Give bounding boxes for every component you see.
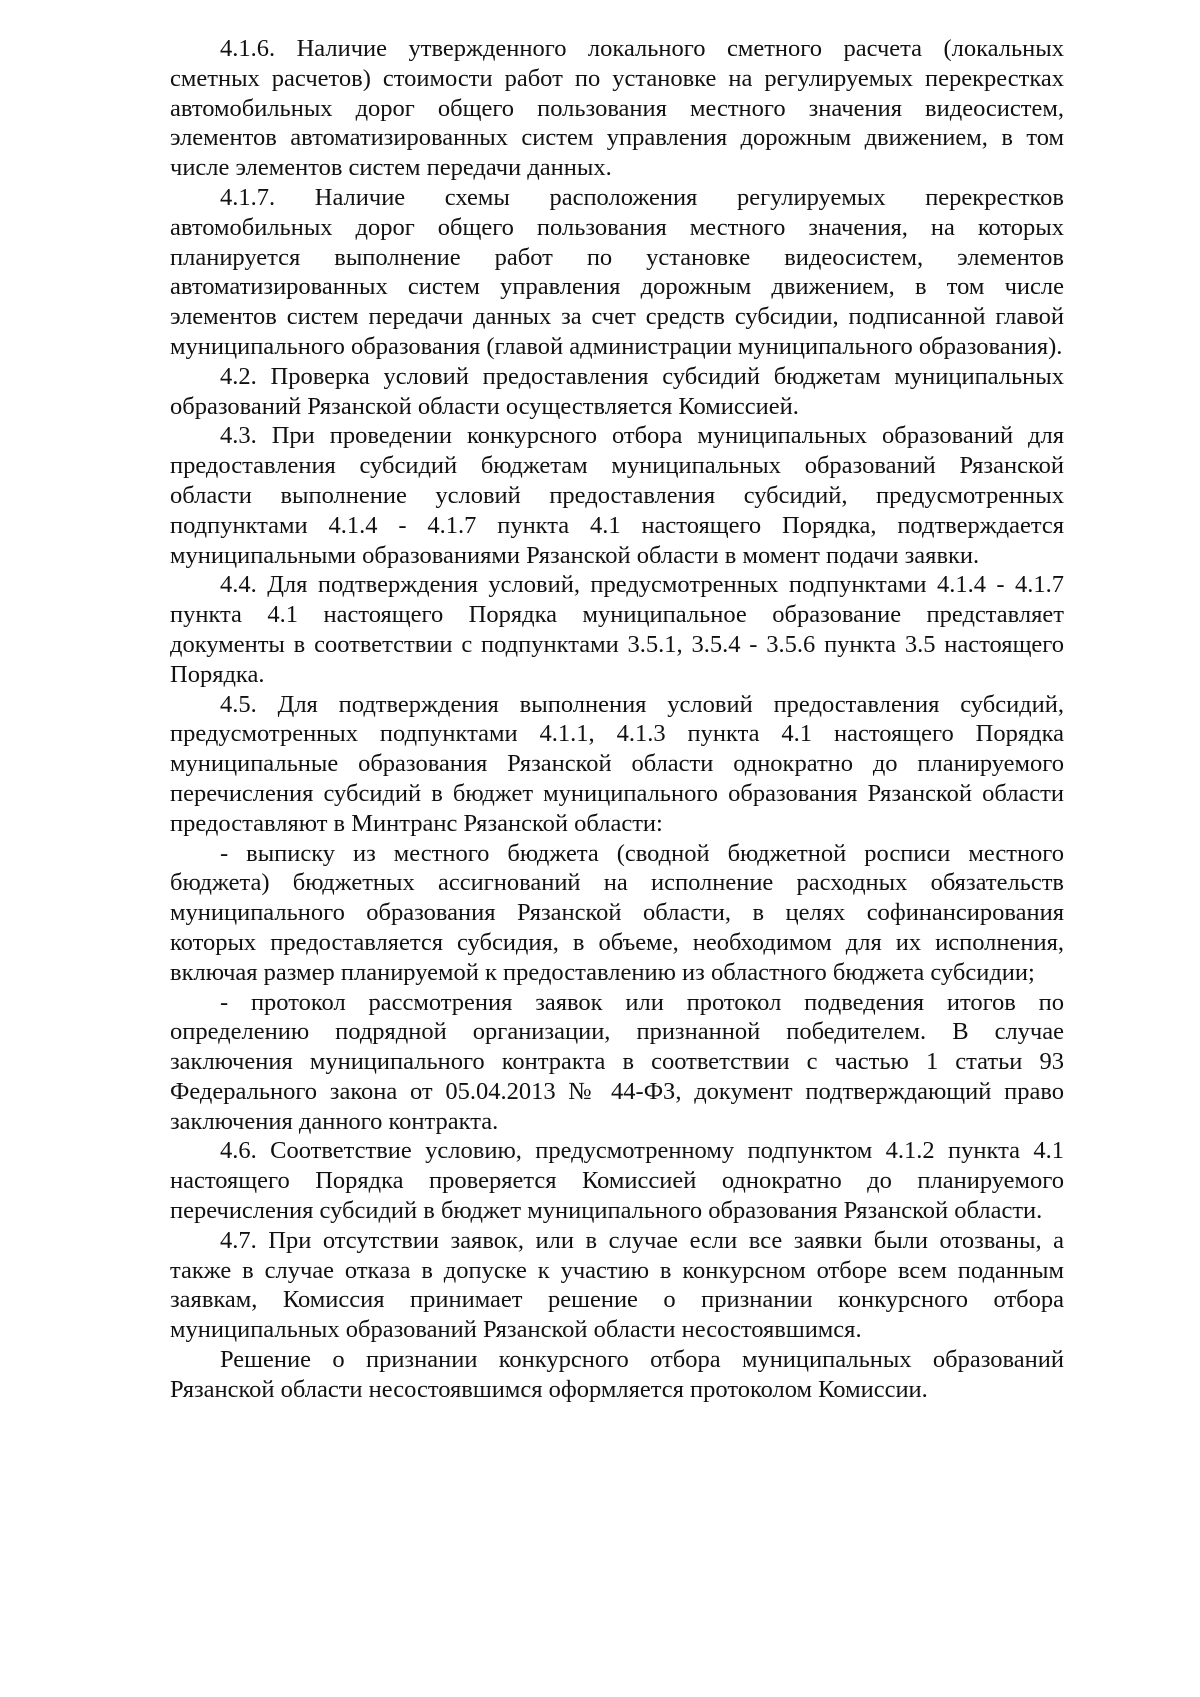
paragraph-4-1-7: 4.1.7. Наличие схемы расположения регулируемых перекрестков автомобильных дорог общего пользования местного значения, на которых планируется выполнение работ по установке видеосистем, элементов автоматизированных систем управления дорожным движением, в том числе элементов систем передачи данных за счет средств субсидии, подписанной главой муниципального образования (главой администрации муниципального образования). xyxy=(170,183,1064,360)
paragraph-4-5-item-protocol: - протокол рассмотрения заявок или протокол подведения итогов по определению подрядной организации, признанной победителем. В случае заключения муниципального контракта в соответствии с частью 1 статьи 93 Федерального закона от 05.04.2013 № 44-ФЗ, документ подтверждающий право заключения данного контракта. xyxy=(170,988,1064,1135)
paragraph-4-2: 4.2. Проверка условий предоставления субсидий бюджетам муниципальных образований Рязанской области осуществляется Комиссией. xyxy=(170,362,1064,420)
paragraph-4-6: 4.6. Соответствие условию, предусмотренному подпунктом 4.1.2 пункта 4.1 настоящего Порядка проверяется Комиссией однократно до планируемого перечисления субсидий в бюджет муниципального образования Рязанской области. xyxy=(170,1137,1064,1225)
paragraph-4-1-6: 4.1.6. Наличие утвержденного локального сметного расчета (локальных сметных расчетов) стоимости работ по установке на регулируемых перекрестках автомобильных дорог общего пользования местного значения видеосистем, элементов автоматизированных систем управления дорожным движением, в том числе элементов систем передачи данных. xyxy=(170,35,1064,182)
paragraph-4-3: 4.3. При проведении конкурсного отбора муниципальных образований для предоставления субсидий бюджетам муниципальных образований Рязанской области выполнение условий предоставления субсидий, предусмотренных подпунктами 4.1.4 - 4.1.7 пункта 4.1 настоящего Порядка, подтверждается муниципальными образованиями Рязанской области в момент подачи заявки. xyxy=(170,422,1064,569)
paragraph-4-5: 4.5. Для подтверждения выполнения условий предоставления субсидий, предусмотренных подпунктами 4.1.1, 4.1.3 пункта 4.1 настоящего Порядка муниципальные образования Рязанской области однократно до планируемого перечисления субсидий в бюджет муниципального образования Рязанской области предоставляют в Минтранс Рязанской области: xyxy=(170,690,1064,837)
document-page xyxy=(170,34,1064,1405)
paragraph-4-4: 4.4. Для подтверждения условий, предусмотренных подпунктами 4.1.4 - 4.1.7 пункта 4.1 настоящего Порядка муниципальное образование представляет документы в соответствии с подпунктами 3.5.1, 3.5.4 - 3.5.6 пункта 3.5 настоящего Порядка. xyxy=(170,571,1064,688)
paragraph-decision: Решение о признании конкурсного отбора муниципальных образований Рязанской области несостоявшимся оформляется протоколом Комиссии. xyxy=(170,1346,1064,1403)
paragraph-4-5-item-budget-extract: - выписку из местного бюджета (сводной бюджетной росписи местного бюджета) бюджетных ассигнований на исполнение расходных обязательств муниципального образования Рязанской области, в целях софинансирования которых предоставляется субсидия, в объеме, необходимом для их исполнения, включая размер планируемой к предоставлению из областного бюджета субсидии; xyxy=(170,839,1064,986)
paragraph-4-7: 4.7. При отсутствии заявок, или в случае если все заявки были отозваны, а также в случае отказа в допуске к участию в конкурсном отборе всем поданным заявкам, Комиссия принимает решение о признании конкурсного отбора муниципальных образований Рязанской области несостоявшимся. xyxy=(170,1226,1064,1344)
